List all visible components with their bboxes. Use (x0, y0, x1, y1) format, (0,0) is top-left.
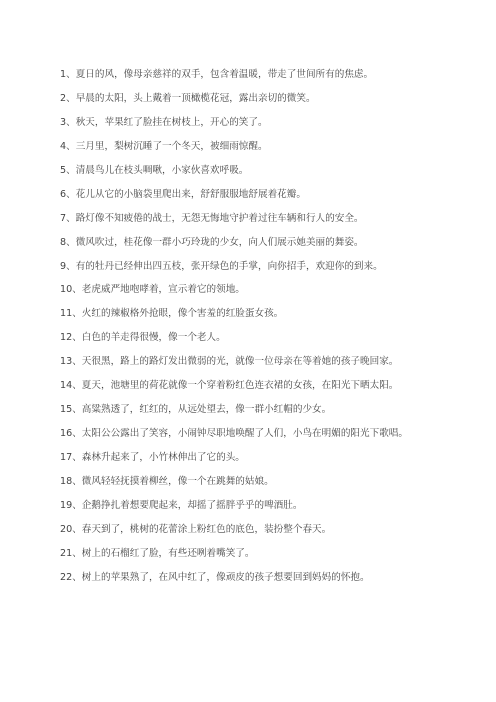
list-item: 18、微风轻轻抚摸着柳丝，像一个在跳舞的姑娘。 (60, 475, 274, 487)
list-item: 5、清晨鸟儿在枝头啁啾，小家伙喜欢呼吸。 (60, 164, 249, 176)
list-item: 12、白色的羊走得很慢，像一个老人。 (60, 332, 226, 344)
list-item: 16、太阳公公露出了笑容，小闹钟尽职地唤醒了人们，小鸟在明媚的阳光下歌唱。 (60, 428, 408, 440)
list-item: 9、有的牡丹已经伸出四五枝，张开绿色的手掌，向你招手，欢迎你的到来。 (60, 260, 383, 272)
list-item: 10、老虎威严地咆哮着，宣示着它的领地。 (60, 284, 245, 296)
list-item: 3、秋天，苹果红了脸挂在树枝上，开心的笑了。 (60, 116, 268, 128)
list-item: 6、花儿从它的小脑袋里爬出来，舒舒服服地舒展着花瓣。 (60, 188, 306, 200)
list-item: 2、早晨的太阳，头上戴着一顶橄榄花冠，露出亲切的微笑。 (60, 92, 316, 104)
list-item: 15、高粱熟透了，红红的，从远处望去，像一群小红帽的少女。 (60, 404, 332, 416)
list-item: 20、春天到了，桃树的花蕾涂上粉红色的底色，装扮整个春天。 (60, 523, 332, 535)
list-item: 1、夏日的风，像母亲慈祥的双手，包含着温暖，带走了世间所有的焦虑。 (60, 69, 374, 80)
list-item: 11、火红的辣椒格外抢眼，像个害羞的红脸蛋女孩。 (60, 308, 284, 320)
list-item: 19、企鹅挣扎着想要爬起来，却摇了摇胖乎乎的啤酒肚。 (60, 499, 303, 511)
list-item: 4、三月里，梨树沉睡了一个冬天，被细雨惊醒。 (60, 140, 268, 152)
list-item: 13、天很黑，路上的路灯发出微弱的光，就像一位母亲在等着她的孩子晚回家。 (60, 356, 399, 368)
list-item: 21、树上的石榴红了脸，有些还咧着嘴笑了。 (60, 547, 255, 559)
list-item: 7、路灯像不知疲倦的战士，无怨无悔地守护着过往车辆和行人的安全。 (60, 212, 364, 224)
sentence-list (60, 63, 480, 590)
list-item: 22、树上的苹果熟了，在风中红了，像顽皮的孩子想要回到妈妈的怀抱。 (60, 571, 370, 583)
list-item: 17、森林升起来了，小竹林伸出了它的头。 (60, 452, 245, 463)
list-item: 8、微风吹过，桂花像一群小巧玲珑的少女，向人们展示她美丽的舞姿。 (60, 236, 364, 248)
list-item: 14、夏天，池塘里的荷花就像一个穿着粉红色连衣裙的女孩，在阳光下晒太阳。 (60, 380, 399, 392)
